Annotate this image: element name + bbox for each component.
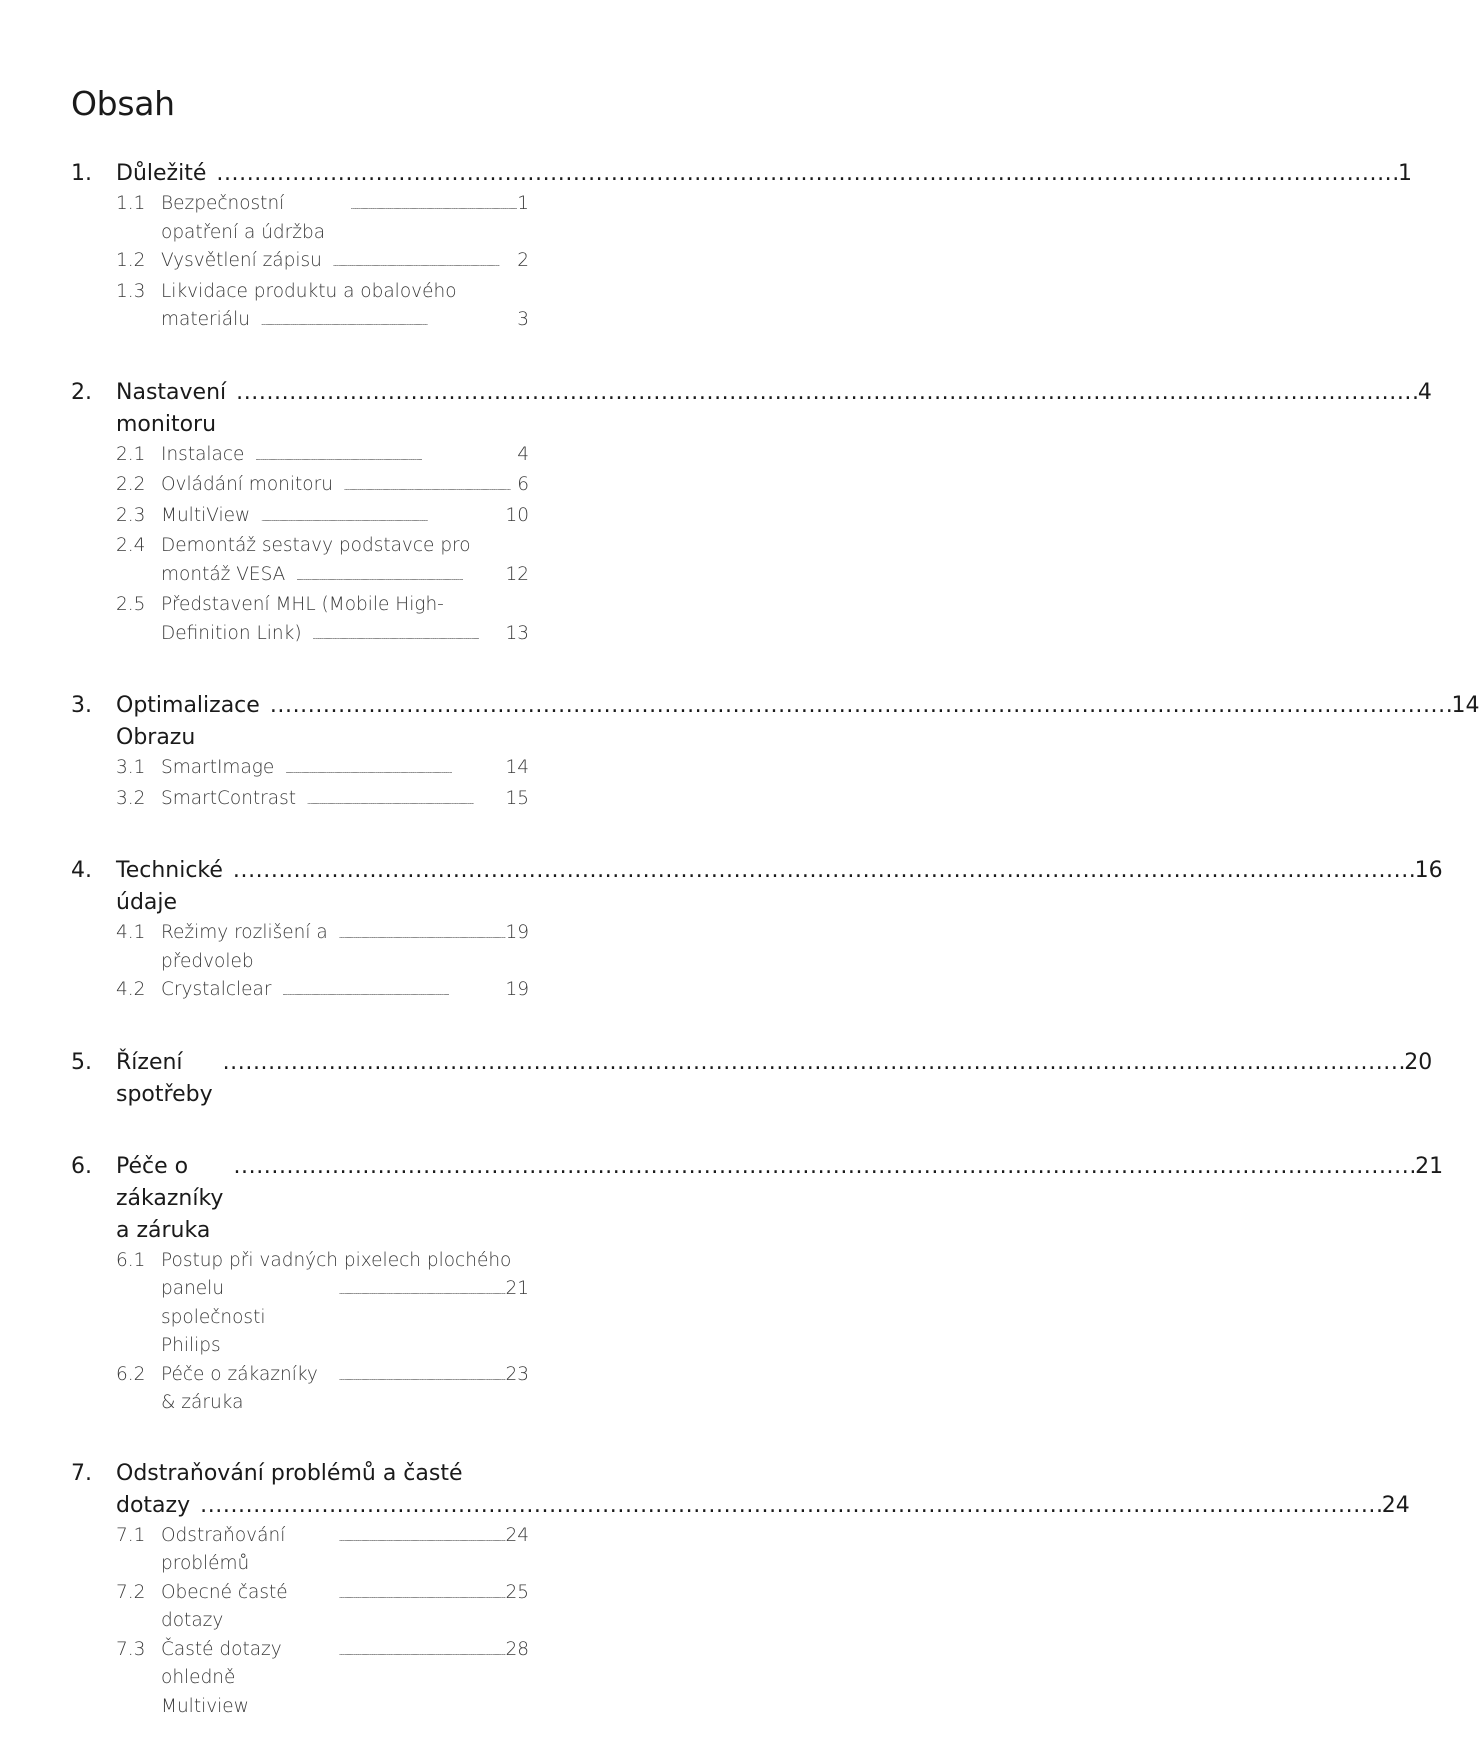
subsection-text <box>161 591 529 650</box>
toc-subsection[interactable] <box>71 532 529 591</box>
section-text <box>116 377 1432 441</box>
dot-leader <box>338 1275 504 1306</box>
subsection-page-number: 25 <box>505 1581 529 1603</box>
subsection-label-line <box>161 1522 529 1579</box>
section-number: 7. <box>71 1460 92 1486</box>
section-text <box>116 158 1412 190</box>
toc-section <box>71 158 1413 337</box>
section-label-line <box>116 377 1432 441</box>
toc-subsection[interactable] <box>71 1579 529 1636</box>
subsection-label: Definition Link) <box>161 622 302 644</box>
subsection-label: materiálu <box>161 309 250 330</box>
subsection-number: 2.5 <box>116 594 146 615</box>
section-text <box>116 855 1443 919</box>
subsection-text <box>161 247 529 278</box>
dot-leader <box>260 306 515 337</box>
subsection-text <box>161 919 529 976</box>
section-text <box>116 1047 1432 1111</box>
section-label-line <box>116 158 1412 190</box>
dot-leader <box>233 855 1413 887</box>
subsection-page-number: 28 <box>505 1638 529 1660</box>
subsection-text <box>161 1247 529 1361</box>
section-label: Technické údaje <box>116 858 223 915</box>
toc-section-heading[interactable] <box>71 1151 1444 1247</box>
subsection-label: SmartImage <box>161 757 275 778</box>
toc-section <box>71 855 1443 1007</box>
section-label: Nastavení monitoru <box>116 379 227 437</box>
dot-leader <box>350 190 516 221</box>
subsection-label-line <box>161 1636 529 1722</box>
toc-subsection[interactable] <box>71 919 529 976</box>
subsection-text <box>161 754 529 785</box>
toc-section <box>71 377 1432 651</box>
subsection-label: Bezpečnostní opatření a údržba <box>161 193 326 243</box>
toc-subsection[interactable] <box>71 591 529 650</box>
section-label-line <box>116 1047 1432 1111</box>
subsection-number: 7.2 <box>116 1581 146 1603</box>
toc-subsection[interactable] <box>71 441 529 472</box>
dot-leader <box>295 561 503 592</box>
subsection-page-number: 10 <box>505 504 529 526</box>
subsection-label-line <box>161 278 529 307</box>
table-of-contents <box>71 158 1480 1761</box>
subsection-label: montáž VESA <box>161 563 286 585</box>
subsection-page-number: 15 <box>505 787 529 809</box>
section-label: Optimalizace Obrazu <box>116 693 260 750</box>
page-title: Obsah <box>71 84 175 123</box>
section-label: Řízení spotřeby <box>116 1049 213 1107</box>
subsection-number: 3.2 <box>116 787 146 809</box>
section-page-number: 16 <box>1414 858 1443 883</box>
subsection-page-number: 3 <box>517 309 529 330</box>
subsection-number: 6.1 <box>116 1249 146 1271</box>
section-label: Péče o zákazníky a záruka <box>116 1153 224 1243</box>
dot-leader <box>312 620 504 651</box>
subsection-text <box>161 278 529 337</box>
section-label: dotazy <box>116 1492 191 1518</box>
subsection-label: Likvidace produktu a obalového <box>161 280 457 302</box>
subsection-number: 1.2 <box>116 250 146 271</box>
toc-section <box>71 690 1480 815</box>
subsection-label: Instalace <box>161 443 245 465</box>
subsection-number: 4.1 <box>116 922 146 943</box>
dot-leader <box>236 377 1416 409</box>
subsection-label: Ovládání monitoru <box>161 474 333 495</box>
subsection-label: Crystalclear <box>161 979 272 1000</box>
dot-leader <box>338 919 504 950</box>
subsection-label-line <box>161 471 529 502</box>
section-text <box>116 1151 1443 1247</box>
toc-subsection[interactable] <box>71 190 529 247</box>
subsection-label-line <box>161 532 529 561</box>
dot-leader <box>284 754 503 785</box>
subsection-page-number: 4 <box>517 443 529 465</box>
dot-leader <box>338 1636 504 1667</box>
subsection-label-line <box>161 1579 529 1636</box>
section-label-line <box>116 1151 1443 1247</box>
toc-section-heading[interactable] <box>71 855 1443 919</box>
subsection-page-number: 1 <box>517 193 529 214</box>
subsection-page-number: 2 <box>517 250 529 271</box>
subsection-label-line <box>161 1247 529 1276</box>
toc-subsection[interactable] <box>71 1522 529 1579</box>
section-page-number: 24 <box>1381 1492 1410 1518</box>
toc-subsection[interactable] <box>71 502 529 533</box>
subsection-label-line <box>161 502 529 533</box>
dot-leader <box>338 1579 504 1610</box>
dot-leader <box>223 1047 1403 1079</box>
subsection-number: 2.4 <box>116 535 146 556</box>
subsection-label: Vysvětlení zápisu <box>161 250 322 271</box>
toc-subsection[interactable] <box>71 1247 529 1361</box>
section-label-line <box>116 1490 1410 1522</box>
subsection-label: panelu společnosti Philips <box>161 1278 266 1356</box>
toc-section <box>71 1151 1444 1418</box>
dot-leader <box>260 502 503 533</box>
subsection-label-line <box>161 1275 529 1361</box>
subsection-number: 1.3 <box>116 280 146 302</box>
subsection-page-number: 19 <box>505 922 529 943</box>
subsection-label: Péče o zákazníky & záruka <box>161 1363 318 1413</box>
dot-leader <box>332 247 515 278</box>
subsection-label-line <box>161 247 529 278</box>
section-text <box>116 690 1480 754</box>
section-number: 3. <box>71 693 92 718</box>
toc-section-heading[interactable] <box>71 1458 1410 1522</box>
section-page-number: 21 <box>1415 1153 1444 1179</box>
subsection-label-line <box>161 785 529 816</box>
subsection-text <box>161 1579 529 1636</box>
subsection-label: Demontáž sestavy podstavce pro <box>161 535 471 556</box>
section-text <box>116 1458 1410 1522</box>
subsection-label-line <box>161 976 529 1007</box>
subsection-label-line <box>161 441 529 472</box>
dot-leader <box>281 976 503 1007</box>
toc-section-heading[interactable] <box>71 690 1480 754</box>
dot-leader <box>306 785 503 816</box>
subsection-text <box>161 441 529 472</box>
subsection-label-line <box>161 1361 529 1418</box>
subsection-text <box>161 190 529 247</box>
section-page-number: 14 <box>1451 693 1480 718</box>
subsection-label-line <box>161 919 529 976</box>
subsection-text <box>161 976 529 1007</box>
toc-subsection[interactable] <box>71 471 529 502</box>
toc-subsection[interactable] <box>71 1636 529 1722</box>
subsection-text <box>161 1522 529 1579</box>
subsection-page-number: 6 <box>517 474 529 495</box>
toc-section-heading[interactable] <box>71 1047 1433 1111</box>
subsection-number: 4.2 <box>116 979 146 1000</box>
toc-subsection[interactable] <box>71 976 529 1007</box>
toc-subsection[interactable] <box>71 278 529 337</box>
subsection-page-number: 24 <box>505 1524 529 1546</box>
section-label-line <box>116 690 1480 754</box>
subsection-text <box>161 502 529 533</box>
subsection-text <box>161 471 529 502</box>
toc-subsection[interactable] <box>71 247 529 278</box>
section-label: Důležité <box>116 161 207 186</box>
section-number: 2. <box>71 379 92 405</box>
section-label-line <box>116 855 1443 919</box>
subsection-number: 2.3 <box>116 504 146 526</box>
dot-leader <box>343 471 515 502</box>
subsection-page-number: 21 <box>505 1278 529 1299</box>
subsection-label-line <box>161 306 529 337</box>
dot-leader <box>338 1522 504 1553</box>
subsection-label: SmartContrast <box>161 787 297 809</box>
subsection-page-number: 19 <box>505 979 529 1000</box>
subsection-label: MultiView <box>161 504 251 526</box>
section-page-number: 4 <box>1417 379 1432 405</box>
subsection-text <box>161 1636 529 1722</box>
dot-leader <box>200 1490 1380 1522</box>
subsection-page-number: 14 <box>505 757 529 778</box>
subsection-number: 6.2 <box>116 1363 146 1385</box>
subsection-number: 2.2 <box>116 474 146 495</box>
toc-subsection[interactable] <box>71 754 529 785</box>
toc-section <box>71 1047 1433 1111</box>
subsection-label: Postup při vadných pixelech plochého <box>161 1249 512 1271</box>
dot-leader <box>216 158 1396 190</box>
subsection-label: Představení MHL (Mobile High- <box>161 594 444 615</box>
section-number: 4. <box>71 858 92 883</box>
subsection-number: 7.1 <box>116 1524 146 1546</box>
subsection-text <box>161 532 529 591</box>
subsection-label-line <box>161 591 529 620</box>
subsection-number: 1.1 <box>116 193 146 214</box>
subsection-label-line <box>161 620 529 651</box>
section-number: 1. <box>71 161 92 186</box>
dot-leader <box>270 690 1450 722</box>
section-number: 6. <box>71 1153 92 1179</box>
section-number: 5. <box>71 1049 92 1075</box>
section-page-number: 1 <box>1398 161 1413 186</box>
section-page-number: 20 <box>1404 1049 1433 1075</box>
subsection-text <box>161 1361 529 1418</box>
toc-section <box>71 1458 1410 1722</box>
toc-section-heading[interactable] <box>71 158 1413 190</box>
subsection-label: Režimy rozlišení a předvoleb <box>161 922 328 972</box>
toc-subsection[interactable] <box>71 785 529 816</box>
subsection-label: Časté dotazy ohledně Multiview <box>161 1638 282 1717</box>
subsection-label-line <box>161 754 529 785</box>
subsection-text <box>161 785 529 816</box>
subsection-page-number: 13 <box>505 622 529 644</box>
subsection-page-number: 12 <box>505 563 529 585</box>
section-label: Odstraňování problémů a časté <box>116 1460 463 1486</box>
section-label-line <box>116 1458 1410 1490</box>
toc-subsection[interactable] <box>71 1361 529 1418</box>
dot-leader <box>233 1151 1413 1183</box>
dot-leader <box>254 441 515 472</box>
subsection-label-line <box>161 561 529 592</box>
subsection-label: Odstraňování problémů <box>161 1524 286 1574</box>
subsection-label: Obecné časté dotazy <box>161 1581 288 1631</box>
subsection-number: 2.1 <box>116 443 146 465</box>
subsection-number: 7.3 <box>116 1638 146 1660</box>
dot-leader <box>338 1361 504 1392</box>
subsection-page-number: 23 <box>505 1363 529 1385</box>
toc-section-heading[interactable] <box>71 377 1432 441</box>
subsection-number: 3.1 <box>116 757 146 778</box>
subsection-label-line <box>161 190 529 247</box>
